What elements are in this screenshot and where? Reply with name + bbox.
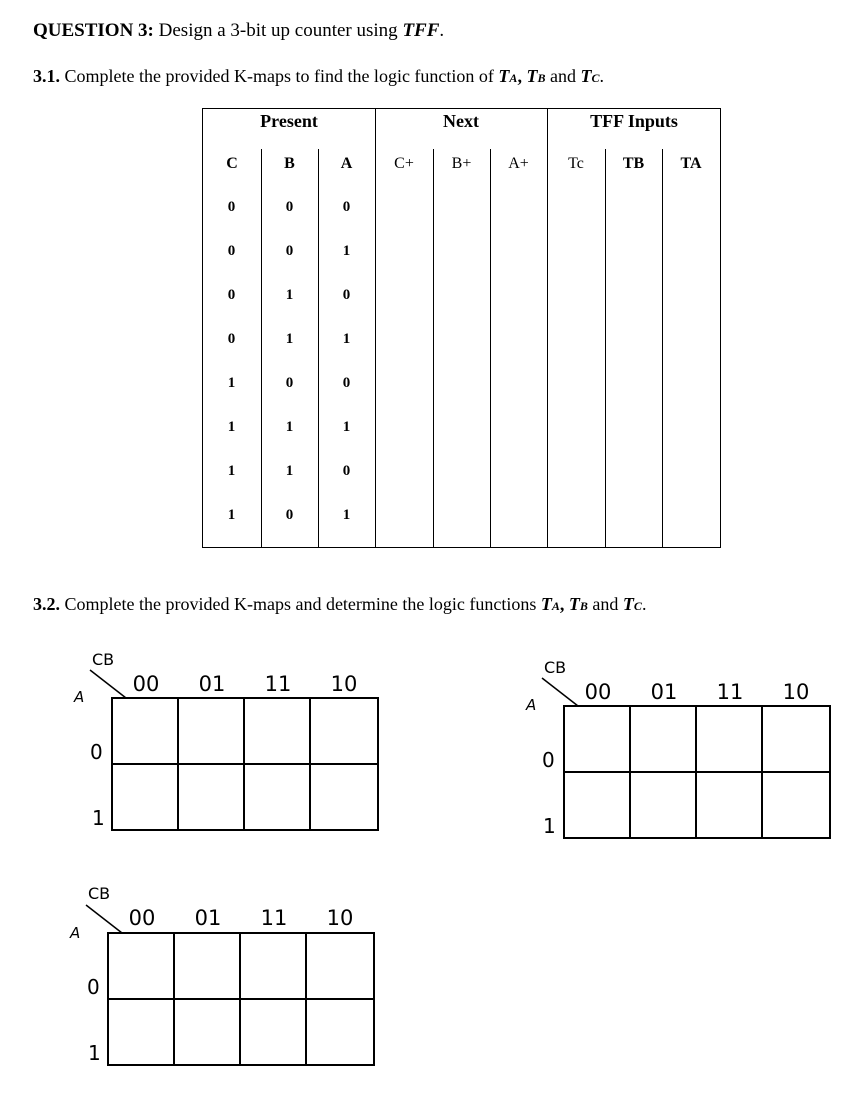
table-cell: 0	[227, 331, 236, 347]
part1-tc-sub: C	[591, 71, 600, 85]
kmap-row-label: 0	[542, 748, 555, 772]
table-cell: 0	[285, 199, 294, 215]
table-cell: 0	[285, 507, 294, 523]
table-cell: 0	[227, 287, 236, 303]
kmap-grid-line	[565, 771, 829, 773]
table-cell: 1	[342, 507, 351, 523]
part2-tc: T	[622, 594, 634, 614]
group-header-present: Present	[260, 111, 318, 131]
kmap-row-label: 0	[90, 740, 103, 764]
column-header-tc: Tc	[568, 155, 584, 172]
column-header-a-next: A+	[508, 155, 529, 172]
part-3-1-heading	[33, 66, 604, 87]
kmap-col-label: 01	[194, 906, 222, 930]
table-cell: 0	[342, 463, 351, 479]
table-cell: 0	[227, 199, 236, 215]
column-header-b-next: B+	[451, 155, 472, 172]
part2-ta-sub: A	[551, 599, 560, 613]
question-end: .	[439, 20, 445, 41]
table-cell: 1	[342, 419, 351, 435]
table-cell: 0	[342, 375, 351, 391]
column-divider	[662, 149, 663, 547]
kmap-col-label: 01	[198, 672, 226, 696]
group-divider	[375, 109, 376, 547]
kmap-col-label: 00	[584, 680, 612, 704]
kmap-col-label: 01	[650, 680, 678, 704]
part1-sep: ,	[517, 66, 527, 86]
part2-sep: ,	[559, 594, 569, 614]
part2-tc-sub: C	[633, 599, 642, 613]
part1-ta: T	[498, 66, 510, 86]
kmap-row-label: 1	[543, 814, 556, 838]
part1-text: Complete the provided K-maps to find the logic function of	[60, 66, 499, 86]
table-cell: 1	[227, 463, 236, 479]
group-header-next: Next	[443, 111, 479, 131]
kmap-col-label: 00	[128, 906, 156, 930]
kmap-grid-line	[109, 998, 373, 1000]
table-cell: 0	[342, 199, 351, 215]
part1-label: 3.1.	[33, 66, 60, 86]
question-text: Design a 3-bit up counter using	[153, 20, 403, 41]
table-cell: 0	[285, 375, 294, 391]
part2-tb-sub: B	[579, 599, 588, 613]
part1-and: and	[545, 66, 581, 86]
table-cell: 0	[227, 243, 236, 259]
table-cell: 0	[285, 243, 294, 259]
part2-text: Complete the provided K-maps and determine the logic functions	[60, 594, 541, 614]
column-header-c: C	[226, 155, 238, 172]
part1-tb-sub: B	[537, 71, 546, 85]
table-cell: 1	[285, 463, 294, 479]
table-cell: 0	[342, 287, 351, 303]
part2-ta: T	[540, 594, 552, 614]
kmap-col-label: 11	[264, 672, 292, 696]
kmap-col-label: 11	[716, 680, 744, 704]
kmap-col-var: CB	[92, 650, 115, 669]
kmap-grid-line	[113, 763, 377, 765]
table-cell: 1	[227, 419, 236, 435]
state-table	[202, 108, 721, 548]
kmap-col-var: CB	[544, 658, 567, 677]
table-cell: 1	[342, 331, 351, 347]
part2-label: 3.2.	[33, 594, 60, 614]
kmap-col-label: 10	[782, 680, 810, 704]
column-divider	[490, 149, 491, 547]
kmap-row-label: 0	[87, 975, 100, 999]
kmap-col-label: 10	[326, 906, 354, 930]
part2-tb: T	[568, 594, 580, 614]
column-divider	[433, 149, 434, 547]
column-divider	[605, 149, 606, 547]
part1-ta-sub: A	[509, 71, 518, 85]
kmap-grid	[111, 697, 379, 831]
column-header-a: A	[340, 155, 353, 172]
column-header-c-next: C+	[394, 155, 414, 172]
kmap-col-label: 10	[330, 672, 358, 696]
kmap-col-label: 00	[132, 672, 160, 696]
table-cell: 1	[227, 507, 236, 523]
question-title	[33, 20, 444, 42]
column-header-b: B	[284, 155, 295, 172]
part-3-2-heading	[33, 594, 646, 615]
part1-tc: T	[580, 66, 592, 86]
part1-tb: T	[526, 66, 538, 86]
table-cell: 1	[227, 375, 236, 391]
part1-end: .	[599, 66, 604, 86]
kmap-row-label: 1	[88, 1041, 101, 1065]
part2-and: and	[587, 594, 623, 614]
kmap-col-label: 11	[260, 906, 288, 930]
kmap-row-var: A	[74, 688, 85, 706]
kmap-col-var: CB	[88, 884, 111, 903]
kmap-row-var: A	[526, 696, 537, 714]
table-cell: 1	[342, 243, 351, 259]
kmap-grid	[107, 932, 375, 1066]
part2-end: .	[641, 594, 647, 614]
question-term: TFF	[402, 20, 440, 41]
kmap-row-label: 1	[92, 806, 105, 830]
kmap-grid	[563, 705, 831, 839]
kmap-row-var: A	[70, 924, 81, 942]
table-cell: 1	[285, 419, 294, 435]
table-cell: 1	[285, 287, 294, 303]
question-label: QUESTION 3:	[33, 20, 154, 41]
table-cell: 1	[285, 331, 294, 347]
column-header-tb: TB	[622, 155, 645, 172]
column-header-ta: TA	[680, 155, 702, 172]
group-divider	[547, 109, 548, 547]
group-header-tff-inputs: TFF Inputs	[590, 111, 678, 131]
